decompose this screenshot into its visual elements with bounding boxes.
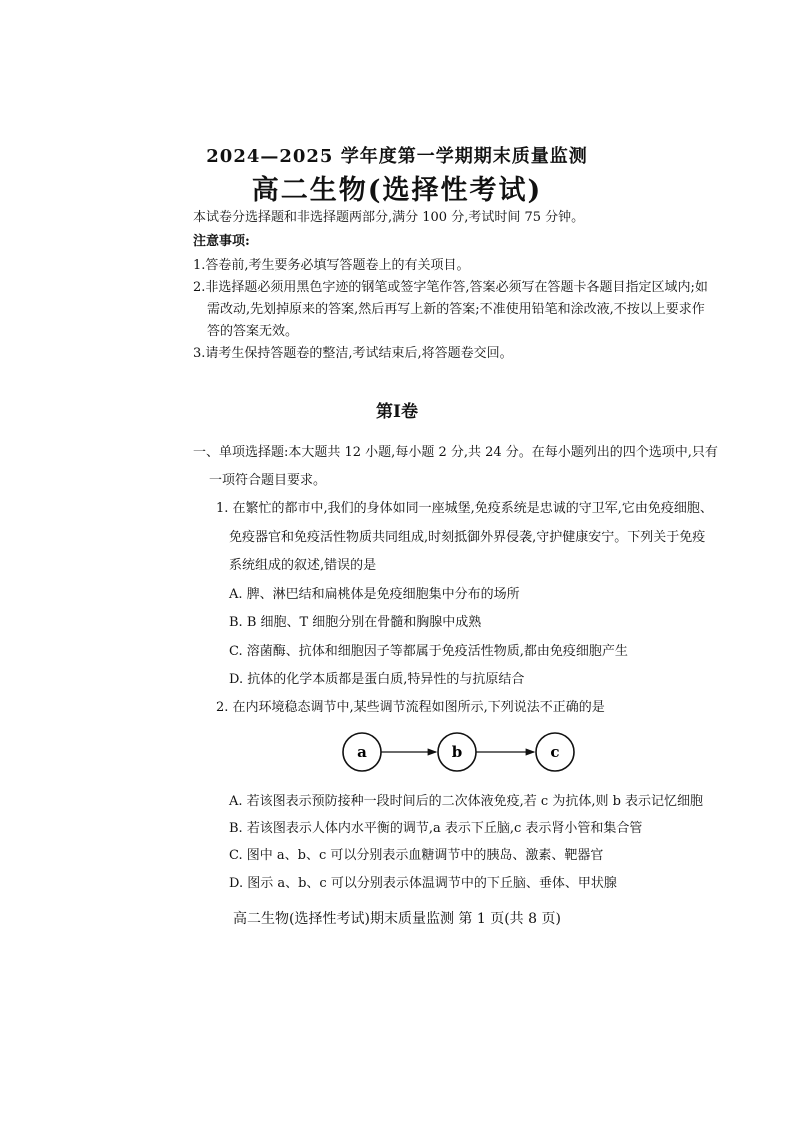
question-1-option-d: D. 抗体的化学本质都是蛋白质,特异性的与抗原结合 [229, 672, 525, 687]
question-1-option-c: C. 溶菌酶、抗体和细胞因子等都属于免疫活性物质,都由免疫细胞产生 [229, 644, 628, 659]
question-2-stem: 2. 在内环境稳态调节中,某些调节流程如图所示,下列说法不正确的是 [216, 700, 605, 715]
note-item: 需改动,先划掉原来的答案,然后再写上新的答案;不准使用铅笔和涂改液,不按以上要求作 [207, 302, 705, 317]
node-a-label: a [357, 743, 367, 761]
question-1-stem: 免疫器官和免疫活性物质共同组成,时刻抵御外界侵袭,守护健康安宁。下列关于免疫 [229, 530, 706, 545]
question-1-stem: 系统组成的叙述,错误的是 [229, 558, 377, 573]
notes-heading: 注意事项: [193, 234, 250, 249]
question-2-option-a: A. 若该图表示预防接种一段时间后的二次体液免疫,若 c 为抗体,则 b 表示记忆细胞 [229, 794, 704, 809]
part-instruction: 一、单项选择题:本大题共 12 小题,每小题 2 分,共 24 分。在每小题列出的四个选项中,只有 [193, 445, 718, 460]
note-item: 3.请考生保持答题卷的整洁,考试结束后,将答题卷交回。 [193, 346, 513, 361]
section-title: 第Ⅰ卷 [376, 402, 418, 422]
note-item: 1.答卷前,考生要务必填写答题卷上的有关项目。 [193, 258, 470, 273]
node-c-label: c [550, 743, 560, 761]
part-instruction: 一项符合题目要求。 [209, 473, 327, 488]
question-1-stem: 1. 在繁忙的都市中,我们的身体如同一座城堡,免疫系统是忠诚的守卫军,它由免疫细胞、 [216, 501, 713, 516]
page-footer: 高二生物(选择性考试)期末质量监测 第 1 页(共 8 页) [233, 911, 561, 927]
flow-diagram [330, 728, 580, 778]
exam-intro: 本试卷分选择题和非选择题两部分,满分 100 分,考试时间 75 分钟。 [193, 210, 585, 225]
exam-subtitle: 2024—2025 学年度第一学期期末质量监测 [206, 146, 588, 167]
question-2-option-c: C. 图中 a、b、c 可以分别表示血糖调节中的胰岛、激素、靶器官 [229, 848, 604, 863]
note-item: 2.非选择题必须用黑色字迹的钢笔或签字笔作答,答案必须写在答题卡各题目指定区域内;如 [193, 280, 708, 295]
question-2-option-b: B. 若该图表示人体内水平衡的调节,a 表示下丘脑,c 表示肾小管和集合管 [229, 821, 643, 836]
node-b-label: b [451, 743, 463, 761]
question-2-option-d: D. 图示 a、b、c 可以分别表示体温调节中的下丘脑、垂体、甲状腺 [229, 876, 617, 891]
question-1-option-a: A. 脾、淋巴结和扁桃体是免疫细胞集中分布的场所 [229, 587, 520, 602]
exam-title: 高二生物(选择性考试) [251, 175, 543, 206]
question-1-option-b: B. B 细胞、T 细胞分别在骨髓和胸腺中成熟 [229, 615, 482, 630]
note-item: 答的答案无效。 [207, 324, 299, 339]
